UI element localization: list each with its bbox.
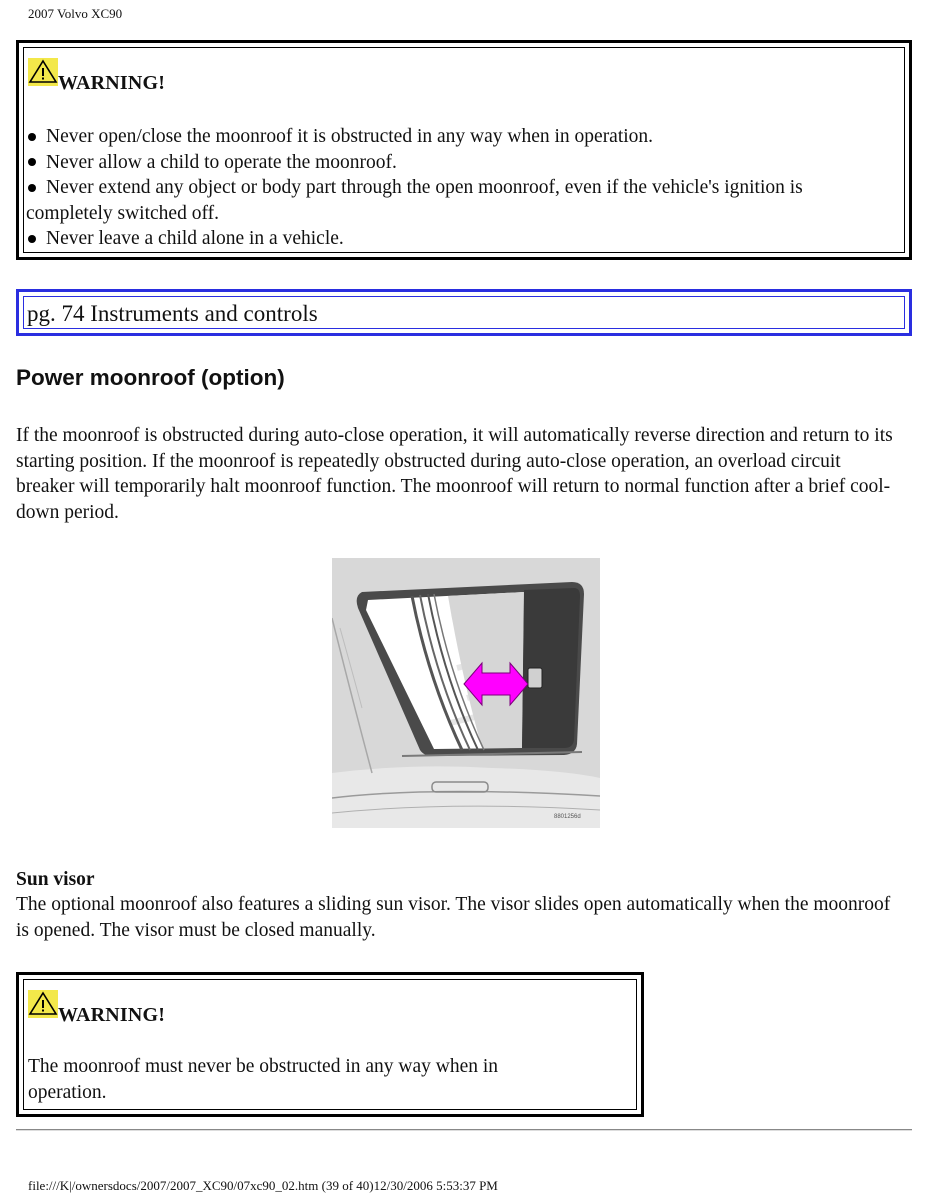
- figure-code: 8801256d: [554, 814, 581, 820]
- page-reference-inner: [23, 296, 905, 329]
- bullet-icon: [28, 184, 36, 192]
- page-reference-link[interactable]: pg. 74 Instruments and controls: [27, 301, 318, 326]
- page-reference-box: [16, 289, 912, 336]
- document-title: 2007 Volvo XC90: [28, 6, 123, 21]
- bullet-icon: [28, 133, 36, 141]
- warning-box-2-inner: [23, 979, 637, 1110]
- sun-visor-paragraph: The optional moonroof also features a sliding sun visor. The visor slides open automatically when the moonroof is opened. The visor must be closed manually.: [16, 894, 891, 941]
- warning-triangle-icon: [28, 990, 58, 1018]
- warning-triangle-icon: [28, 58, 58, 86]
- horizontal-divider: [16, 1129, 912, 1131]
- warning-box-1: [16, 40, 912, 260]
- warning-1-item: Never allow a child to operate the moonroof.: [26, 150, 888, 176]
- bullet-icon: [28, 235, 36, 243]
- warning-box-1-inner: [23, 47, 905, 253]
- sun-visor-heading: Sun visor: [16, 869, 95, 890]
- moonroof-illustration: [332, 558, 600, 828]
- warning-box-2: [16, 972, 644, 1117]
- warning-1-list: [26, 124, 888, 252]
- bullet-icon: [28, 158, 36, 166]
- footer-path: file:///K|/ownersdocs/2007/2007_XC90/07xc90_02.htm (39 of 40)12/30/2006 5:53:37 PM: [28, 1178, 498, 1193]
- moonroof-paragraph: If the moonroof is obstructed during auto-close operation, it will automatically reverse direction and return to its starting position. If the moonroof is repeatedly obstructed during auto-close operation, an overload circuit breaker will temporarily halt moonroof function. The moonroof will return to normal function after a brief cool-down period.: [16, 425, 893, 523]
- warning-1-item: Never open/close the moonroof it is obstructed in any way when in operation.: [26, 124, 888, 150]
- warning-1-title: WARNING!: [58, 72, 166, 94]
- warning-1-item: Never leave a child alone in a vehicle.: [26, 226, 888, 252]
- warning-1-item: Never extend any object or body part through the open moonroof, even if the vehicle's ignition is completely switched off.: [26, 177, 803, 224]
- section-heading: Power moonroof (option): [16, 365, 285, 390]
- warning-2-text: The moonroof must never be obstructed in any way when in operation.: [28, 1056, 499, 1103]
- warning-2-title: WARNING!: [58, 1004, 166, 1026]
